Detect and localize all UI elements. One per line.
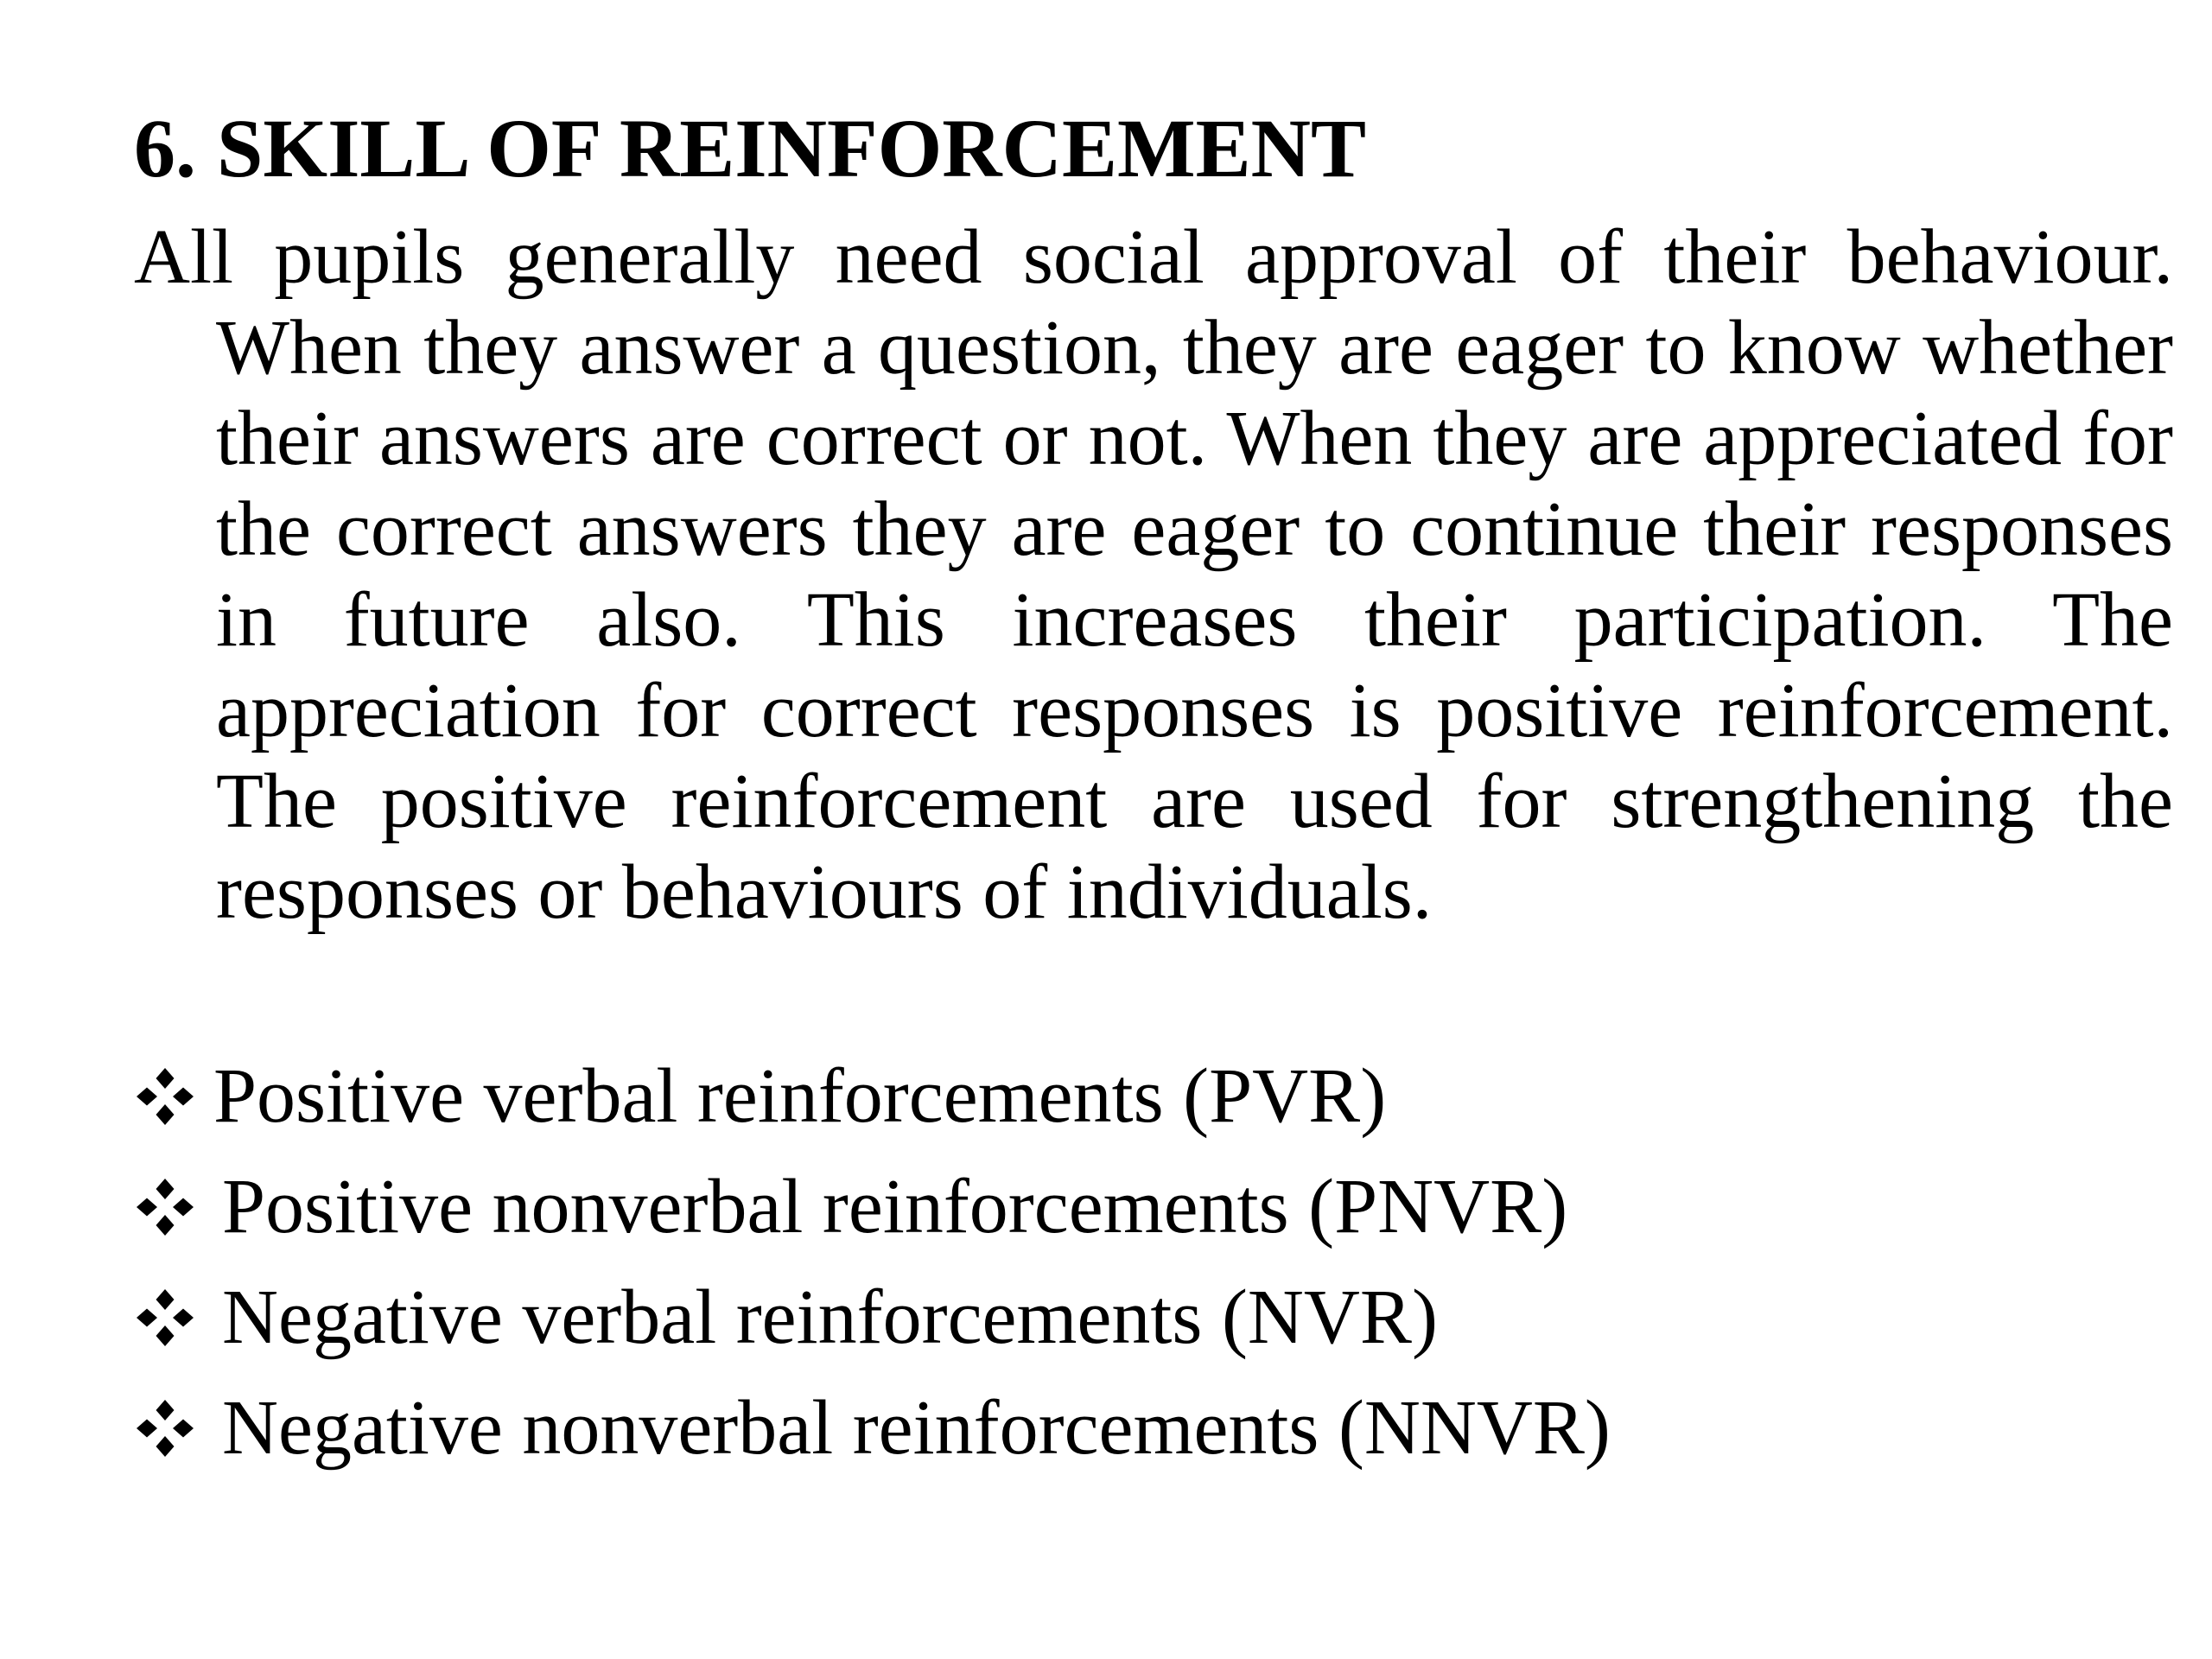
body-paragraph: All pupils generally need social approval of their behaviour. When they answer a question, they are eager to know whether their answers are correct or not. When they are appreciated for the correct answers they are eager to continue their responses in future also. This increases their participation. The appreciation for correct responses is positive reinforcement. The positive reinforcement are used for strengthening the responses or behaviours of individuals.	[134, 214, 2173, 935]
bullet-text: Positive nonverbal reinforcements (PNVR)	[222, 1164, 1568, 1249]
bullet-text: Negative verbal reinforcements (NVR)	[222, 1274, 1438, 1360]
four-diamond-ornament-icon	[134, 1287, 196, 1349]
four-diamond-ornament-icon	[134, 1176, 196, 1238]
bullet-list	[134, 1041, 2091, 1484]
bullet-text: Negative nonverbal reinforcements (NNVR)	[222, 1385, 1611, 1471]
bullet-text: Positive verbal reinforcements (PVR)	[213, 1053, 1387, 1139]
list-item	[134, 1152, 2091, 1262]
slide-title: 6. SKILL OF REINFORCEMENT	[134, 102, 1366, 194]
four-diamond-ornament-icon	[134, 1065, 196, 1128]
list-item	[134, 1262, 2091, 1373]
list-item	[134, 1373, 2091, 1484]
four-diamond-ornament-icon	[134, 1397, 196, 1459]
list-item	[134, 1041, 2091, 1152]
